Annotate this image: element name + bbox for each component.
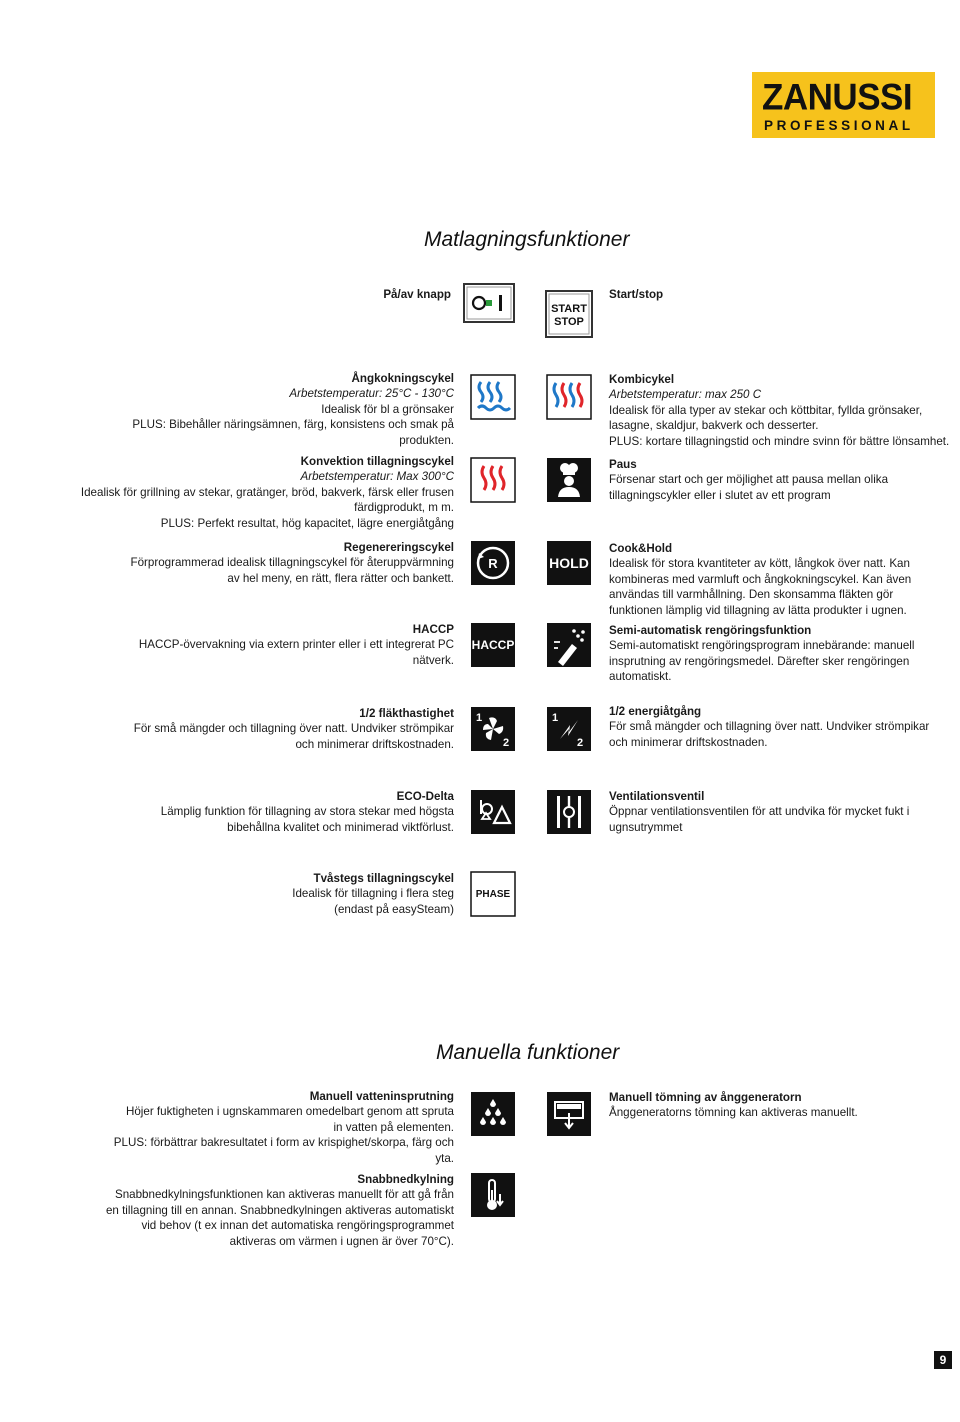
semi-auto-cleaning-desc: Semi-automatisk rengöringsfunktion Semi-automatiskt rengöringsprogram innebärande: manuell insprutning av rengöringsmedel. Därefter sker rengöringen automatiskt.	[609, 624, 915, 684]
svg-text:1: 1	[476, 712, 483, 724]
convection-heat-icon	[470, 457, 516, 503]
pause-desc: Paus Försenar start och ger möjlighet att pausa mellan olika tillagningscykler eller i slutet av ett program	[609, 458, 889, 502]
rapid-cooling-desc: Snabbnedkylning Snabbnedkylningsfunktionen kan aktiveras manuellt för att gå från en tillagning till en annan. Snabbnedkylningen aktiveras automatiskt vid behov (t ex innan det automatiska rengöringsprogrammet aktiveras om värmen i ugnen är över 70°C).	[105, 1173, 454, 1248]
pause-chef-icon	[546, 457, 592, 503]
svg-text:2: 2	[503, 737, 510, 749]
zanussi-logo: ZANUSSI PROFESSIONAL	[752, 72, 935, 138]
steam-generator-drain-icon	[546, 1091, 592, 1137]
regeneration-cycle-desc: Regenereringscykel Förprogrammerad idealisk tillagningscykel för återuppvärmning av hel meny, en rätt, flera rätter och bankett.	[130, 541, 454, 585]
steam-cycle-desc: Ångkokningscykel Arbetstemperatur: 25°C - 130°C Idealisk för bl a grönsaker PLUS: Bibehåller näringsämnen, färg, konsistens och smak på produkten.	[132, 372, 454, 447]
half-fan-speed-icon	[470, 706, 516, 752]
stop-text: STOP	[554, 316, 584, 328]
water-injection-icon	[470, 1091, 516, 1137]
svg-text:1: 1	[552, 712, 559, 724]
regeneration-icon	[470, 540, 516, 586]
svg-text:2: 2	[577, 737, 584, 749]
page-number: 9	[934, 1351, 952, 1369]
half-energy-desc: 1/2 energiåtgång För små mängder och tillagning över natt. Undviker strömpikar och minimerar driftskostnaden.	[609, 705, 930, 749]
steam-generator-drain-desc: Manuell tömning av ånggeneratorn Ånggeneratorns tömning kan aktiveras manuellt.	[609, 1091, 858, 1120]
ventilation-valve-desc: Ventilationsventil Öppnar ventilationsventilen för att undvika för mycket fukt i ugnsutrymmet	[609, 790, 910, 834]
half-energy-icon	[546, 706, 592, 752]
section-title-cooking: Matlagningsfunktioner	[424, 228, 630, 251]
hold-icon	[546, 540, 592, 586]
cook-hold-desc: Cook&Hold Idealisk för stora kvantiteter av kött, långkok över natt. Kan kombineras med varmluft och ångkokningscykel. Kan även användas till varmhållning. Den skonsamma fläkten gör funktionen lämplig vid tillagning av lätta produkter i ugnen.	[609, 542, 912, 617]
section-title-manual: Manuella funktioner	[436, 1041, 620, 1064]
eco-delta-desc: ECO-Delta Lämplig funktion för tillagning av stora stekar med högsta bibehållna kvalitet och minimerad viktförlust.	[160, 790, 454, 834]
thermometer-cooling-icon	[470, 1172, 516, 1218]
combi-cycle-desc: Kombicykel Arbetstemperatur: max 250 C Idealisk för alla typer av stekar och köttbitar, fyllda grönsaker, lasagne, skaldjur, bakverk och desserter. PLUS: kortare tillagningstid och mindre svinn för bättre lönsamhet.	[609, 373, 950, 448]
svg-text:HACCP: HACCP	[471, 638, 515, 652]
svg-text:HOLD: HOLD	[549, 555, 589, 571]
eco-delta-icon	[470, 789, 516, 835]
cleaning-spray-icon	[546, 622, 592, 668]
convection-cycle-desc: Konvektion tillagningscykel Arbetstemperatur: Max 300°C Idealisk för grillning av stekar, gratänger, bröd, bakverk, färsk eller frusen färdigprodukt, m m. PLUS: Perfekt resultat, hög kapacitet, lägre energiåtgång	[80, 455, 454, 530]
steam-icon	[470, 374, 516, 420]
haccp-desc: HACCP HACCP-övervakning via extern printer eller i ett integrerat PC nätverk.	[138, 623, 454, 667]
start-stop-icon	[545, 290, 593, 338]
manual-water-injection-desc: Manuell vatteninsprutning Höjer fuktigheten i ugnskammaren omedelbart genom att spruta in vatten på elementen. PLUS: förbättrar bakresultatet i form av krispighet/skorpa, färg och yta.	[113, 1090, 454, 1165]
onoff-label: På/av knapp	[383, 288, 451, 301]
two-stage-cycle-desc: Tvåstegs tillagningscykel Idealisk för tillagning i flera steg (endast på easySteam)	[292, 872, 454, 916]
start-text: START	[551, 303, 587, 315]
combi-icon	[546, 374, 592, 420]
svg-text:PHASE: PHASE	[475, 889, 511, 900]
svg-text:R: R	[488, 556, 498, 571]
power-toggle-icon	[463, 283, 515, 323]
half-fan-speed-desc: 1/2 fläkthastighet För små mängder och tillagning över natt. Undviker strömpikar och minimerar driftskostnaden.	[133, 707, 454, 751]
startstop-label: Start/stop	[609, 288, 664, 301]
phase-icon	[470, 871, 516, 917]
haccp-icon	[470, 622, 516, 668]
ventilation-valve-icon	[546, 789, 592, 835]
